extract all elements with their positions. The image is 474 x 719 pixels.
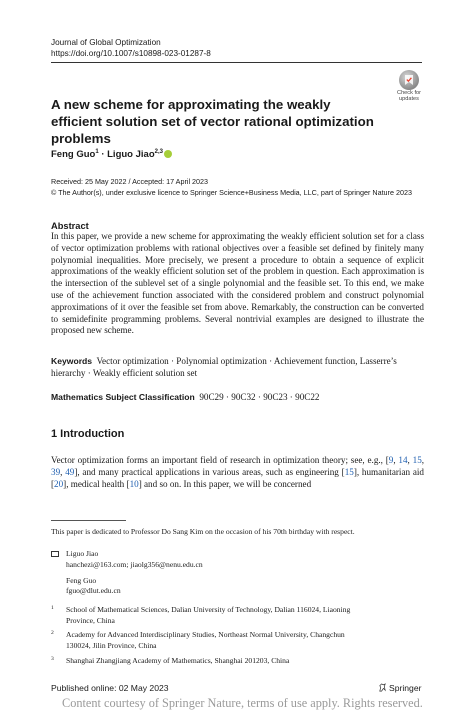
author-affiliation-ref: 1 [95, 149, 99, 155]
abstract-text: In this paper, we provide a new scheme for approximating the weakly efficient solution set for a class of vector optimization problems with rational objectives over a feasible set defined by finitely many polynomial inequalities. More precisely, we present a procedure to obtain a sequence of explicit approximations of the weakly efficient solution set of the problem in question. Each approximation is the intersection of the sublevel set of a single polynomial and the feasible set. To this end, we make use of the achievement function associated with the considered problem and construct polynomial approximations of it over the feasible set from above. Remarkably, the construction can be converted to semidefinite programming problems. Several nontrivial examples are designed to illustrate the proposed new scheme. [51, 231, 424, 336]
affiliation-number: 2 [51, 630, 54, 636]
contact-name: Feng Guo [66, 575, 97, 585]
envelope-icon [51, 551, 59, 557]
abstract-heading: Abstract [51, 221, 89, 231]
affiliation-number: 3 [51, 656, 54, 662]
article-title: A new scheme for approximating the weakly efficient solution set of vector rational optimization problems [51, 97, 374, 146]
contact-email[interactable]: hanchezi@163.com; jiaolg356@nenu.edu.cn [66, 559, 203, 569]
springer-horse-icon [378, 683, 387, 692]
author-list [51, 149, 172, 160]
author-name[interactable]: Liguo Jiao [107, 149, 155, 161]
dedication-footnote: This paper is dedicated to Professor Do Sang Kim on the occasion of his 70th birthday with respect. [51, 527, 355, 536]
keywords-label: Keywords [51, 356, 93, 366]
msc-codes: 90C29 · 90C32 · 90C23 · 90C22 [199, 392, 320, 402]
contact-name: Liguo Jiao [66, 549, 99, 558]
affiliation-number: 1 [51, 605, 54, 611]
author-name[interactable]: Feng Guo [51, 149, 96, 161]
article-dates [51, 177, 412, 198]
author-affiliation-ref: 2,3 [154, 149, 163, 155]
citation-link[interactable]: 15 [344, 466, 354, 477]
citation-link[interactable]: 14 [398, 455, 408, 465]
published-date: Published online: 02 May 2023 [51, 683, 169, 693]
header-rule [51, 62, 422, 63]
affiliation: 3 Shanghai Zhangjiang Academy of Mathematics, Shanghai 201203, China [51, 656, 290, 665]
msc-label: Mathematics Subject Classification [51, 392, 195, 402]
affiliation: 1 School of Mathematical Sciences, Dalian University of Technology, Dalian 116024, Liaoning Province, China [51, 605, 351, 625]
contact-info [51, 549, 411, 599]
check-for-updates-badge[interactable] [393, 70, 425, 104]
check-for-updates-label: Check for updates [397, 90, 421, 102]
citation-link[interactable]: 15 [412, 455, 422, 465]
keywords [51, 356, 424, 380]
citation-link[interactable]: 49 [65, 466, 75, 477]
received-accepted: Received: 25 May 2022 / Accepted: 17 April 2023 [51, 177, 209, 186]
orcid-icon[interactable] [164, 150, 172, 158]
author-separator: · [101, 149, 105, 161]
citation-link[interactable]: 39 [51, 466, 61, 477]
keywords-text: Vector optimization · Polynomial optimization · Achievement function, Lasserre’s hierarchy · Weakly efficient solution set [51, 356, 397, 378]
contact-email[interactable]: fguo@dlut.edu.cn [66, 586, 121, 596]
affiliation: 2 Academy for Advanced Interdisciplinary Studies, Northeast Normal University, Changchun 130024, Jilin Province, China [51, 630, 345, 650]
msc-classification [51, 392, 424, 402]
doi-link[interactable]: https://doi.org/10.1007/s10898-023-01287-8 [51, 49, 211, 58]
citation-link[interactable]: 9 [388, 455, 394, 465]
citation-link[interactable]: 20 [54, 478, 64, 489]
journal-name: Journal of Global Optimization [51, 38, 161, 47]
section-heading: 1 Introduction [51, 428, 125, 440]
bookmark-icon [404, 74, 414, 86]
citation-link[interactable]: 10 [129, 478, 139, 489]
publisher-logo[interactable]: Springer [378, 683, 421, 693]
copyright-line: © The Author(s), under exclusive licence to Springer Science+Business Media, LLC, part of Springer Nature 2023 [51, 187, 412, 197]
watermark: Content courtesy of Springer Nature, terms of use apply. Rights reserved. [62, 696, 423, 710]
footnote-rule [51, 520, 126, 521]
introduction-paragraph: Vector optimization forms an important field of research in optimization theory; see, e.g., [9, 14, 15, 39, 49], and many practical applications in various areas, such as engineering [15], humanitarian aid [20], medical health [10] and so on. In this paper, we will be concerned [51, 455, 425, 489]
journal-header [51, 37, 211, 59]
